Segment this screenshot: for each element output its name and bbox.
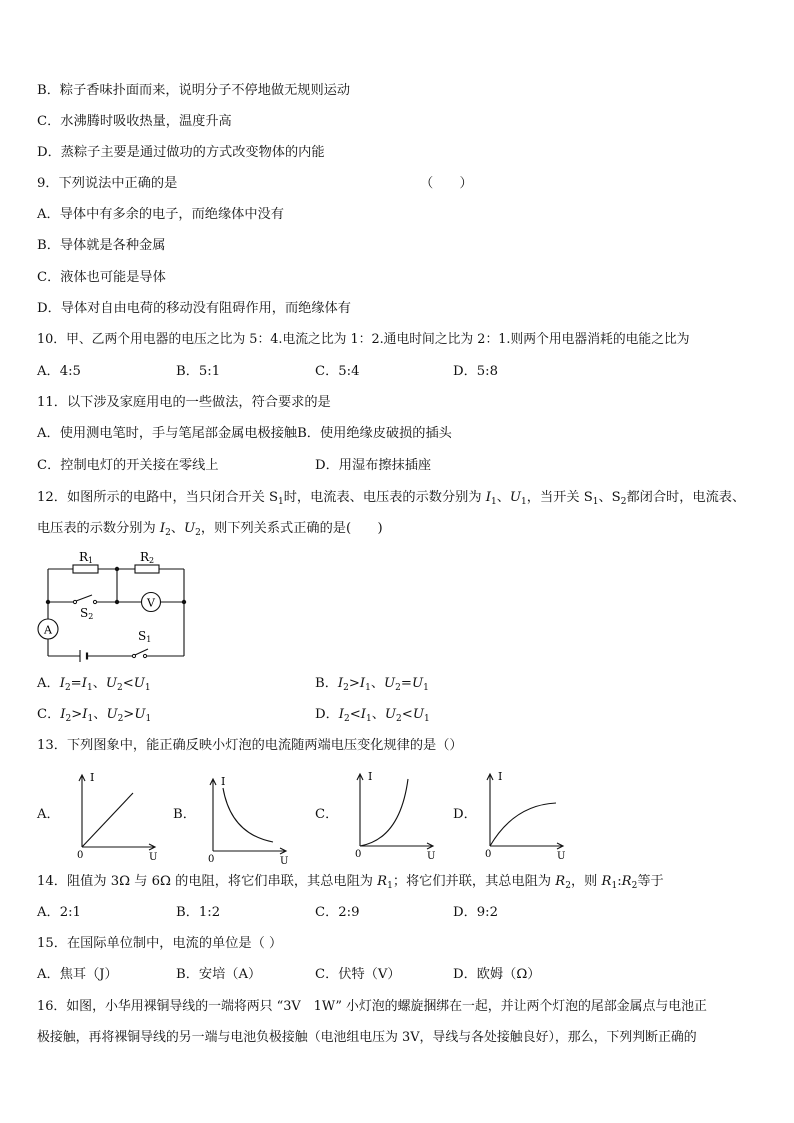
- axis-label-i: I: [221, 775, 226, 788]
- symbol-u: U: [509, 490, 522, 505]
- q12-stem-line1: [37, 489, 745, 511]
- symbol-r: R: [601, 874, 612, 889]
- q8-option-b: B．粽子香味扑面而来，说明分子不停地做无规则运动: [37, 83, 351, 98]
- symbol-i: I: [82, 707, 88, 722]
- subscript: 2: [631, 881, 638, 891]
- q13-option-c-label: C．: [315, 807, 339, 822]
- q16-stem-line2: 极接触，再将裸铜导线的另一端与电池负极接触（电池组电压为 3V，导线与各处接触良好），那么，下列判断正确的: [37, 1030, 697, 1045]
- subscript: 2: [620, 497, 627, 507]
- q12-option-c: [37, 706, 151, 728]
- relation: =: [70, 676, 82, 691]
- q12-stem-part: 时，电流表、电压表的示数分别为: [283, 490, 486, 505]
- subscript: 2: [117, 683, 123, 693]
- relation: >: [348, 676, 360, 691]
- subscript: 1: [86, 683, 93, 693]
- switch-contact: [143, 654, 146, 657]
- subscript: 2: [343, 714, 350, 724]
- q9-option-d: D．导体对自由电荷的移动没有阻碍作用，而绝缘体有: [37, 301, 351, 316]
- separator: 、S: [598, 490, 621, 505]
- separator: 、: [93, 707, 107, 722]
- switch-contact: [93, 600, 96, 603]
- symbol-i: I: [360, 707, 366, 722]
- label-a: A: [44, 623, 52, 637]
- q10-option-c: C．5:4: [315, 364, 360, 379]
- symbol-u: U: [133, 676, 145, 691]
- q10-option-b: B．5:1: [176, 364, 221, 379]
- q12-stem-part: ，则下列关系式正确的是( ): [200, 521, 383, 536]
- separator: 、: [370, 676, 385, 691]
- q10-stem: 10．甲、乙两个用电器的电压之比为 5：4.电流之比为 1：2.通电时间之比为 2：1.则两个用电器消耗的电能之比为: [37, 332, 690, 347]
- axis-label-i: I: [368, 770, 373, 783]
- origin-label: 0: [208, 854, 215, 865]
- subscript: 2: [165, 528, 171, 538]
- axis-label-u: U: [427, 851, 436, 862]
- subscript: 2: [64, 683, 71, 693]
- label-s1: S1: [138, 629, 152, 644]
- q16-stem-line1: 16．如图，小华用裸铜导线的一端将两只 “3V 1W” 小灯泡的螺旋捆绑在一起，并让两个灯泡的尾部金属点与电池正: [37, 999, 707, 1014]
- label-r1: R1: [79, 550, 94, 565]
- relation: <: [122, 676, 134, 691]
- switch-s2-lever: [76, 595, 92, 601]
- symbol-u: U: [184, 521, 196, 536]
- q9-answer-blank: （ ）: [420, 176, 473, 191]
- q14-option-c: C．2:9: [315, 905, 360, 920]
- q10-option-d: D．5:8: [453, 364, 498, 379]
- curve-decreasing: [223, 788, 273, 842]
- q9-option-c: C．液体也可能是导体: [37, 270, 166, 285]
- q12-option-b: [315, 675, 429, 697]
- subscript: 1: [144, 683, 151, 693]
- symbol-i: I: [337, 676, 344, 691]
- q9-option-a: A．导体中有多余的电子，而绝缘体中没有: [37, 207, 284, 222]
- relation: =: [400, 676, 412, 691]
- subscript: 2: [565, 881, 571, 891]
- q11-option-c: C．控制电灯的开关接在零线上: [37, 458, 219, 473]
- curve-increasing-concave-up: [360, 779, 408, 846]
- ratio-colon: :: [617, 874, 622, 889]
- subscript: 2: [343, 683, 349, 693]
- symbol-u: U: [106, 707, 118, 722]
- origin-label: 0: [485, 849, 492, 860]
- axis-label-u: U: [557, 851, 566, 862]
- symbol-u: U: [412, 707, 424, 722]
- resistor-r2-symbol: [135, 565, 159, 573]
- q9-stem: 9．下列说法中正确的是: [37, 176, 178, 191]
- subscript: 1: [278, 497, 284, 507]
- label-r2: R2: [140, 550, 155, 565]
- symbol-u: U: [384, 676, 396, 691]
- q12-stem-part: 电压表的示数分别为: [37, 521, 160, 536]
- relation: >: [71, 707, 83, 722]
- q14-stem-part: ；将它们并联，其总电阻为: [392, 874, 556, 889]
- symbol-r: R: [621, 874, 632, 889]
- separator: 、: [496, 490, 510, 505]
- relation: <: [401, 707, 413, 722]
- q11-option-d: D．用湿布擦抹插座: [315, 458, 432, 473]
- q9-option-b: B．导体就是各种金属: [37, 238, 166, 253]
- junction-dot: [182, 600, 186, 604]
- axis-label-u: U: [149, 852, 158, 863]
- q14-option-b: B．1:2: [176, 905, 221, 920]
- q13-graph-b: [201, 772, 296, 867]
- subscript: 1: [366, 714, 372, 724]
- option-letter: B．: [315, 676, 338, 691]
- q14-option-a: A．2:1: [37, 905, 81, 920]
- symbol-u: U: [384, 707, 397, 722]
- q12-stem-part: 都闭合时，电流表、: [626, 490, 746, 505]
- q15-stem: 15．在国际单位制中，电流的单位是（ ）: [37, 936, 283, 951]
- axis-label-i: I: [498, 770, 503, 783]
- q12-circuit-diagram: [35, 546, 195, 664]
- q11-stem: 11．以下涉及家庭用电的一些做法，符合要求的是: [37, 395, 331, 410]
- subscript: 2: [195, 528, 201, 538]
- subscript: 2: [65, 714, 72, 724]
- symbol-i: I: [81, 676, 87, 691]
- subscript: 1: [145, 714, 152, 724]
- subscript: 1: [87, 714, 94, 724]
- symbol-i: I: [60, 707, 66, 722]
- q12-stem-line2: [37, 520, 383, 542]
- axis-label-i: I: [90, 771, 95, 784]
- subscript: 2: [396, 714, 402, 724]
- q15-option-a: A．焦耳（J）: [37, 967, 118, 982]
- resistor-r1-symbol: [73, 565, 98, 573]
- symbol-r: R: [555, 874, 566, 889]
- junction-dot: [115, 600, 119, 604]
- option-letter: A．: [37, 676, 60, 691]
- symbol-i: I: [159, 521, 166, 536]
- q14-stem-part: 14．阻值为 3Ω 与 6Ω 的电阻，将它们串联，其总电阻为: [37, 874, 378, 889]
- subscript: 1: [365, 683, 371, 693]
- subscript: 2: [117, 714, 124, 724]
- separator: 、: [170, 521, 185, 536]
- symbol-u: U: [134, 707, 146, 722]
- subscript: 1: [490, 497, 497, 507]
- q15-option-c: C．伏特（V）: [315, 967, 401, 982]
- q12-stem-part: ，当开关 S: [526, 490, 593, 505]
- q13-graph-d: [478, 767, 573, 862]
- junction-dot: [46, 600, 50, 604]
- axis-label-u: U: [280, 856, 289, 867]
- q14-stem-part: 等于: [637, 874, 664, 889]
- subscript: 1: [423, 714, 430, 724]
- label-s2: S2: [80, 606, 94, 621]
- q13-option-b-label: B．: [173, 807, 196, 822]
- separator: 、: [371, 707, 385, 722]
- curve-increasing-concave-down: [490, 803, 556, 846]
- symbol-i: I: [338, 707, 344, 722]
- q14-stem-part: ，则: [570, 874, 602, 889]
- q13-graph-a: [70, 768, 165, 863]
- q11-option-ab: A．使用测电笔时，手与笔尾部金属电极接触B．使用绝缘皮破损的插头: [37, 426, 452, 441]
- relation: >: [123, 707, 135, 722]
- origin-label: 0: [77, 850, 84, 861]
- subscript: 1: [521, 497, 527, 507]
- q13-option-d-label: D．: [453, 807, 477, 822]
- symbol-i: I: [359, 676, 366, 691]
- subscript: 1: [611, 881, 618, 891]
- relation: <: [349, 707, 361, 722]
- symbol-u: U: [411, 676, 424, 691]
- option-letter: D．: [315, 707, 339, 722]
- subscript: 1: [423, 683, 429, 693]
- label-v: V: [147, 596, 155, 610]
- q10-option-a: A．4:5: [37, 364, 81, 379]
- q8-option-c: C．水沸腾时吸收热量，温度升高: [37, 114, 232, 129]
- option-letter: C．: [37, 707, 61, 722]
- symbol-i: I: [485, 490, 491, 505]
- junction-dot: [115, 567, 119, 571]
- subscript: 2: [395, 683, 401, 693]
- q12-option-a: [37, 675, 151, 697]
- subscript: 1: [592, 497, 599, 507]
- subscript: 1: [387, 881, 393, 891]
- q13-stem: 13．下列图象中，能正确反映小灯泡的电流随两端电压变化规律的是（）: [37, 738, 463, 753]
- q15-option-d: D．欧姆（Ω）: [453, 967, 541, 982]
- curve-linear: [82, 793, 133, 847]
- q14-stem: [37, 873, 664, 895]
- q13-graph-c: [348, 767, 443, 862]
- symbol-u: U: [105, 676, 117, 691]
- q14-option-d: D．9:2: [453, 905, 498, 920]
- q12-option-d: [315, 706, 430, 728]
- q12-stem-part: 12．如图所示的电路中，当只闭合开关 S: [37, 490, 279, 505]
- q15-option-b: B．安培（A）: [176, 967, 262, 982]
- origin-label: 0: [355, 849, 362, 860]
- q13-option-a-label: A．: [37, 807, 60, 822]
- q8-option-d: D．蒸粽子主要是通过做功的方式改变物体的内能: [37, 145, 325, 160]
- switch-s1-lever: [135, 649, 148, 655]
- separator: 、: [92, 676, 106, 691]
- symbol-r: R: [377, 874, 388, 889]
- symbol-i: I: [59, 676, 65, 691]
